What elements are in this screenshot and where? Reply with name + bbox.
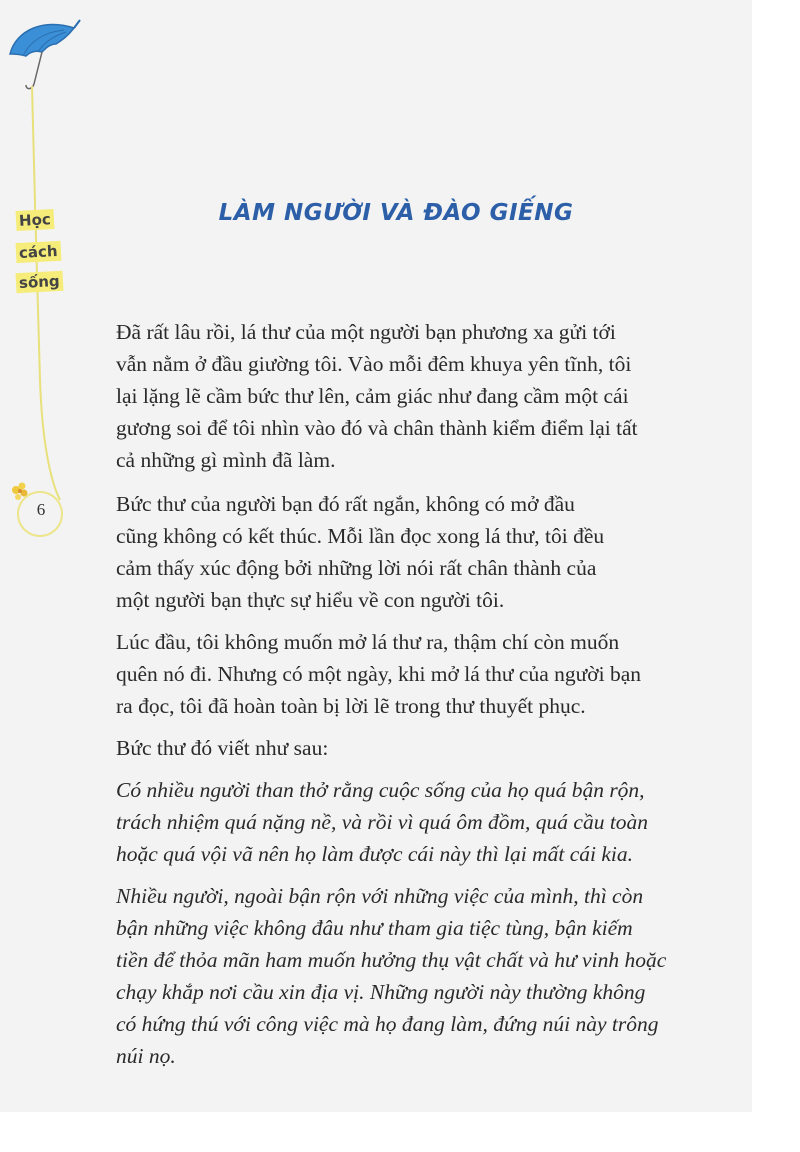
text-line: cả những gì mình đã làm. xyxy=(116,448,336,472)
side-label-line-3: sống xyxy=(16,271,64,293)
text-line: Lúc đầu, tôi không muốn mở lá thư ra, thậm chí còn muốn xyxy=(116,630,620,654)
page-number: 6 xyxy=(36,500,46,519)
text-line: trách nhiệm quá nặng nề, và rồi vì quá ôm đồm, quá cầu toàn xyxy=(116,810,649,834)
text-line: Nhiều người, ngoài bận rộn với những việc của mình, thì còn xyxy=(116,884,644,908)
text-line: tiền để thỏa mãn ham muốn hưởng thụ vật chất và hư vinh hoặc xyxy=(116,948,667,972)
text-line: quên nó đi. Nhưng có một ngày, khi mở lá thư của người bạn xyxy=(116,662,642,686)
text-line: vẫn nằm ở đầu giường tôi. Vào mỗi đêm khuya yên tĩnh, tôi xyxy=(116,352,632,376)
text-line: cảm thấy xúc động bởi những lời nói rất chân thành của xyxy=(116,556,597,580)
paragraph xyxy=(116,626,696,722)
chapter-title: LÀM NGƯỜI VÀ ĐÀO GIẾNG xyxy=(218,200,574,226)
text-line: hoặc quá vội vã nên họ làm được cái này thì lại mất cái kia. xyxy=(116,842,633,866)
text-line: gương soi để tôi nhìn vào đó và chân thành kiểm điểm lại tất xyxy=(116,416,638,440)
text-line: chạy khắp nơi cầu xin địa vị. Những người này thường không xyxy=(116,980,646,1004)
body-text xyxy=(116,316,696,1082)
side-label-line-1: Học xyxy=(16,209,55,231)
text-line: ra đọc, tôi đã hoàn toàn bị lời lẽ trong thư thuyết phục. xyxy=(116,694,586,718)
text-line: lại lặng lẽ cầm bức thư lên, cảm giác như đang cầm một cái xyxy=(116,384,629,408)
text-line: cũng không có kết thúc. Mỗi lần đọc xong lá thư, tôi đều xyxy=(116,524,605,548)
text-line: núi nọ. xyxy=(116,1044,176,1068)
side-label-line-2: cách xyxy=(16,241,62,263)
text-line: Đã rất lâu rồi, lá thư của một người bạn phương xa gửi tới xyxy=(116,320,616,344)
text-line: Có nhiều người than thở rằng cuộc sống của họ quá bận rộn, xyxy=(116,778,645,802)
text-line: có hứng thú với công việc mà họ đang làm, đứng núi này trông xyxy=(116,1012,659,1036)
text-line: bận những việc không đâu như tham gia tiệc tùng, bận kiếm xyxy=(116,916,633,940)
paragraph xyxy=(116,732,696,764)
paragraph xyxy=(116,880,696,1072)
text-line: một người bạn thực sự hiểu về con người tôi. xyxy=(116,588,505,612)
paragraph xyxy=(116,488,696,616)
text-line: Bức thư đó viết như sau: xyxy=(116,736,329,760)
paragraph xyxy=(116,774,696,870)
text-line: Bức thư của người bạn đó rất ngắn, không có mở đầu xyxy=(116,492,575,516)
paragraph xyxy=(116,316,696,476)
